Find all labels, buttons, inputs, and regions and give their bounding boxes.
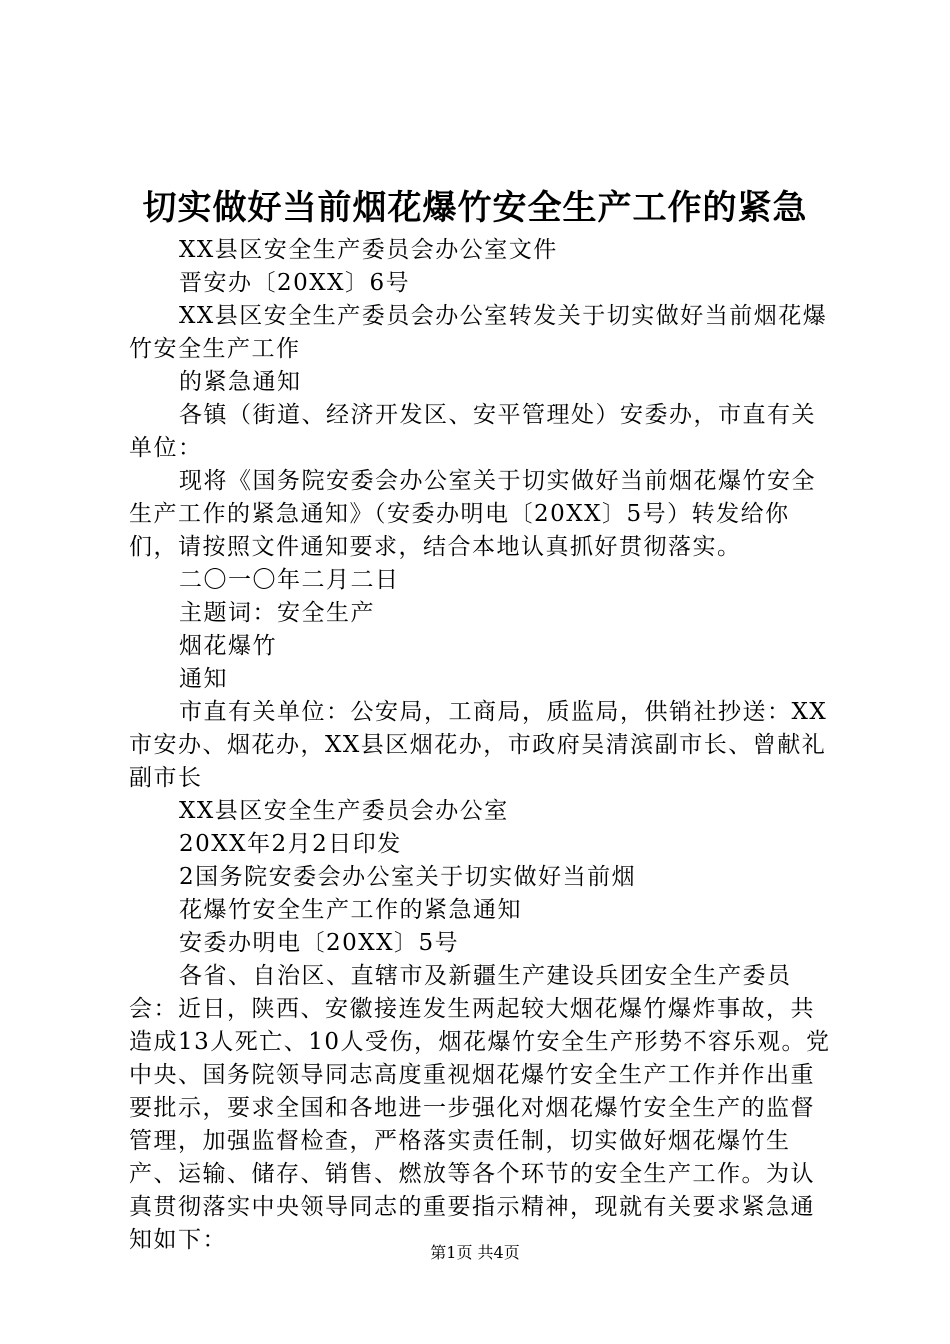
print-date: 20XX年2月2日印发 — [179, 831, 402, 857]
issuer-header: XX县区安全生产委员会办公室文件 — [179, 237, 558, 263]
document-body — [129, 234, 831, 1257]
keywords: 主题词：安全生产 — [179, 600, 375, 626]
document-number: 晋安办〔20XX〕6号 — [179, 270, 411, 296]
attachment-title: 2国务院安委会办公室关于切实做好当前烟 — [179, 864, 637, 890]
recipients: 各镇（街道、经济开发区、安平管理处）安委办，市直有关单位： — [129, 402, 816, 461]
forward-body: 现将《国务院安委会办公室关于切实做好当前烟花爆竹安全生产工作的紧急通知》（安委办明电〔20XX〕5号）转发给你们，请按照文件通知要求，结合本地认真抓好贯彻落实。 — [129, 468, 816, 560]
document-title: 切实做好当前烟花爆竹安全生产工作的紧急 — [142, 188, 808, 228]
keyword-item: 烟花爆竹 — [179, 633, 277, 659]
page-footer: 第1页 共4页 — [430, 1243, 520, 1262]
forward-title-cont: 的紧急通知 — [179, 369, 302, 395]
issue-date: 二〇一〇年二月二日 — [179, 567, 400, 593]
attachment-body: 各省、自治区、直辖市及新疆生产建设兵团安全生产委员会：近日，陕西、安徽接连发生两起较大烟花爆竹爆炸事故，共造成13人死亡、10人受伤，烟花爆竹安全生产形势不容乐观。党中央、国务院领导同志高度重视烟花爆竹安全生产工作并作出重要批示，要求全国和各地进一步强化对烟花爆竹安全生产的监督管理，加强监督检查，严格落实责任制，切实做好烟花爆竹生产、运输、储存、销售、燃放等各个环节的安全生产工作。为认真贯彻落实中央领导同志的重要指示精神，现就有关要求紧急通知如下： — [129, 963, 831, 1253]
issuing-office: XX县区安全生产委员会办公室 — [179, 798, 509, 824]
attachment-number: 安委办明电〔20XX〕5号 — [179, 930, 460, 956]
keyword-item: 通知 — [179, 666, 228, 692]
cc-list: 市直有关单位：公安局，工商局，质监局，供销社抄送：XX市安办、烟花办，XX县区烟花办，市政府吴清滨副市长、曾献礼副市长 — [129, 699, 828, 791]
attachment-title-cont: 花爆竹安全生产工作的紧急通知 — [179, 897, 522, 923]
forward-title: XX县区安全生产委员会办公室转发关于切实做好当前烟花爆竹安全生产工作 — [129, 303, 828, 362]
